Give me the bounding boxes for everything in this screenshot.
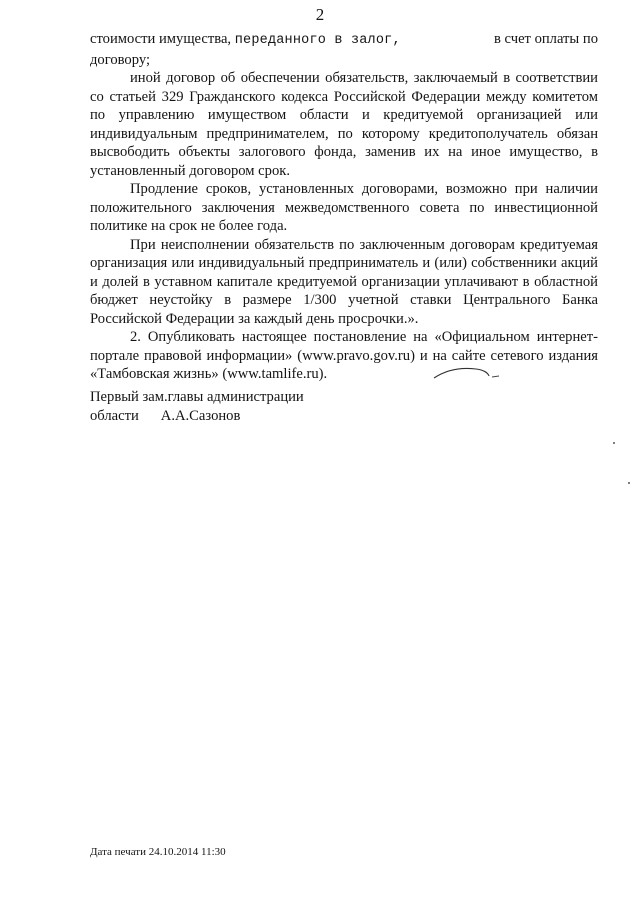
signatory-title: Первый зам.главы администрации — [90, 389, 304, 405]
paragraph-publication: 2. Опубликовать настоящее постановление на «Официальном интернет-портале правовой информации» (www.pravo.gov.ru) и на сайте сетевого издания «Тамбовская жизнь» (www.tamlife.ru). — [90, 329, 598, 382]
print-date: Дата печати 24.10.2014 11:30 — [90, 846, 226, 858]
paragraph-1-start — [90, 30, 401, 51]
document-body — [90, 30, 598, 384]
paragraph-1-left-text: стоимости имущества, — [90, 31, 232, 47]
signature-block — [90, 388, 304, 426]
paragraph-term-extension: Продление сроков, установленных договорами, возможно при наличии положительного заключения межведомственного совета по инвестиционной политике на срок не более года. — [90, 181, 598, 234]
signatory-name: А.А.Сазонов — [160, 408, 241, 424]
signatory-region: области — [90, 408, 139, 424]
paragraph-penalty: При неисполнении обязательств по заключенным договорам кредитуемая организация или индивидуальный предприниматель и (или) собственники акций и долей в уставном капитале кредитуемой организации уплачивают в областной бюджет неустойку в размере 1/300 учетной ставки Центрального Банка Российской Федерации за каждый день просрочки.». — [90, 236, 598, 327]
page-number: 2 — [315, 5, 325, 24]
handwritten-mark-icon — [432, 364, 502, 384]
typewritten-insert: переданного в залог, — [234, 33, 401, 48]
scan-speck — [613, 442, 615, 444]
paragraph-1-right-text: в счет оплаты по — [494, 31, 598, 47]
signatory-line — [90, 407, 304, 426]
paragraph-1-rest: договору; — [90, 51, 150, 68]
scan-speck — [628, 482, 630, 484]
paragraph-other-agreement: иной договор об обеспечении обязательств, заключаемый в соответствии со статьей 329 Гражданского кодекса Российской Федерации между комитетом по управлению имуществом области и кредитуемой организацией или индивидуальным предпринимателем, по которому кредитополучатель обязан высвободить объекты залогового фонда, заменив их на иное имущество, в установленный договором срок. — [90, 70, 598, 179]
paragraph-1-line — [90, 30, 598, 51]
